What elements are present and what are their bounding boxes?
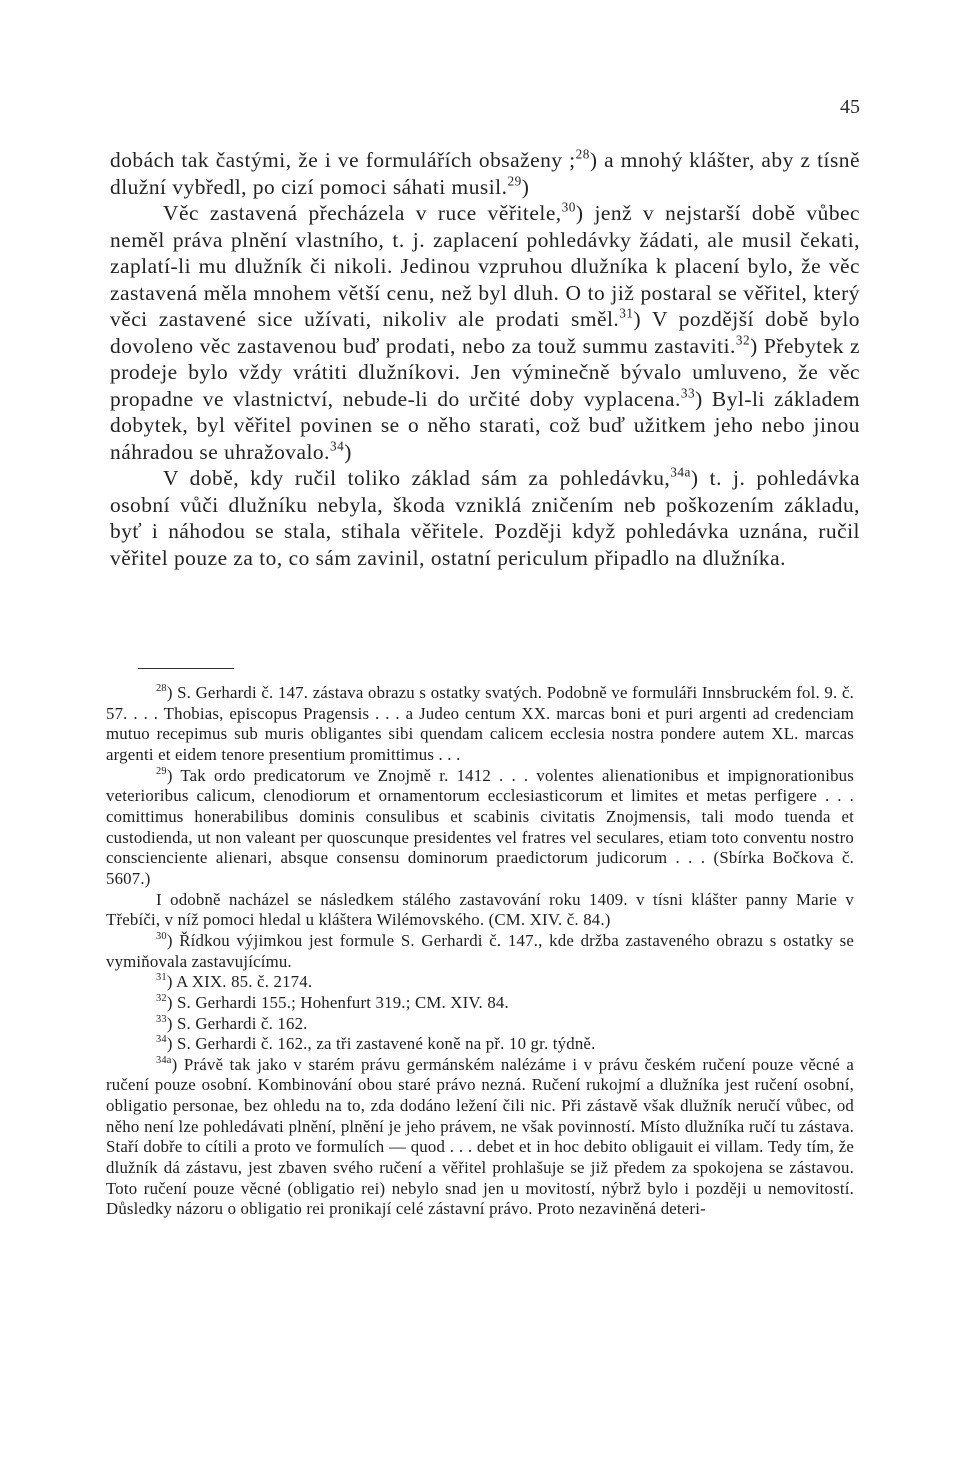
footnote — [106, 993, 854, 1014]
footnote-reference: 31 — [156, 972, 167, 984]
text-run: ) Přebytek z prodeje bylo vždy vrátiti dlužníkovi. Jen výminečně bývalo umluveno, že věc propadne ve vlastnictví, nebude-li do určité doby vyplacena. — [110, 333, 860, 411]
text-run: ) S. Gerhardi č. 162., za tři zastavené koně na př. 10 gr. týdně. — [166, 1034, 596, 1054]
footnote-reference: 34a — [156, 1055, 172, 1067]
footnote-reference: 34 — [156, 1034, 167, 1046]
text-run: ) V pozdější době bylo dovoleno věc zastavenou buď prodati, nebo za touž summu zastaviti. — [110, 307, 860, 358]
page-number: 45 — [840, 96, 860, 118]
footnote-reference: 29 — [507, 172, 522, 188]
text-run: ) S. Gerhardi 155.; Hohenfurt 319.; CM. XIV. 84. — [166, 992, 509, 1012]
footnotes — [106, 683, 854, 1220]
footnote-reference: 34a — [670, 464, 691, 480]
text-run: V době, kdy ručil toliko základ sám za pohledávku, — [163, 466, 671, 490]
paragraph — [110, 465, 860, 571]
footnote — [106, 931, 854, 972]
text-run: ) S. Gerhardi č. 162. — [166, 1013, 308, 1033]
footnote-reference: 34 — [329, 437, 345, 453]
text-run: Věc zastavená přecházela v ruce věřitele, — [163, 201, 562, 225]
footnote-reference: 28 — [575, 146, 590, 162]
text-run: ) jenž v nejstarší době vůbec neměl práva plnění vlastního, t. j. zaplacení pohledávky žádati, ale musil čekati, zaplatí-li mu dlužník či nikoli. Jedinou vzpruhou dlužníka k placení bylo, že věc zastavená měla mnohem větší cenu, než byl dluh. O to již postaral se věřitel, který věci zastavené sice užívati, nikoliv ale prodati směl. — [110, 201, 860, 331]
footnote-reference: 32 — [156, 993, 167, 1005]
footnote — [106, 1034, 854, 1055]
footnote — [106, 890, 854, 931]
text-run: I odobně nacházel se následkem stálého zastavování roku 1409. v tísni klášter panny Marie v Třebíči, v níž pomoci hledal u kláštera Wilémovského. (CM. XIV. č. 84.) — [106, 889, 854, 930]
footnote-reference: 30 — [561, 199, 576, 215]
text-run: ) Tak ordo predicatorum ve Znojmě r. 1412 . . . volentes alienationibus et impignorationibus veterioribus calicum, clenodiorum et ornamentorum ecclesiasticorum et limites et metas perfigere . . . comittimus honerabilibus dominis consulibus et scabinis civitatis Znojmensis, tali modo tuenda et custodienda, ut non valeant per quoscunque presidentes vel fratres vel seculares, etiam toto conventu nostro conscienciente alienari, absque consensu dominorum praedictorum judicorum . . . (Sbírka Bočkova č. 5607.) — [106, 765, 854, 888]
text-run: ) — [344, 439, 352, 464]
footnote-reference: 32 — [735, 331, 751, 347]
footnote — [106, 1014, 854, 1035]
paragraph — [110, 147, 860, 200]
text-run: ) A XIX. 85. č. 2174. — [166, 972, 313, 992]
text-run: ) t. j. pohledávka osobní vůči dlužníku nebyla, škoda vzniklá zničením neb poškozením základu, byť i náhodou se stala, stihala věřitele. Později když pohledávka uznána, ručil věřitel pouze za to, co sám zavinil, ostatní periculum připadlo na dlužníka. — [110, 466, 860, 570]
footnote-reference: 30 — [156, 931, 167, 943]
footnote-reference: 28 — [156, 683, 167, 695]
text-run: dobách tak častými, že i ve formulářích obsaženy ; — [110, 148, 576, 172]
footnote-reference: 31 — [619, 305, 634, 321]
footnote-separator — [138, 668, 234, 669]
text-run: ) — [521, 174, 530, 199]
text-run: ) Právě tak jako v starém právu germánském nalézáme i v právu českém ručení pouze věcné a ručení pouze osobní. Kombinování obou staré právo nezná. Ručení rukojmí a dlužníka jest ručení osobní, obligatio personae, bez ohledu na to, zda dodáno ležení čili nic. Při zástavě však dlužník neručí vůbec, od něho není lze pohledávati plnění, plnění je jeho právem, ne však povinností. Místo dlužníka ručí tu zástava. Staří dobře to cítili a proto ve formulích — quod . . . debet et in hoc debito obligauit ei villam. Tedy tím, že dlužník dá zástavu, jest zbaven svého ručení a věřitel prohlašuje se již předem za spokojena se zástavou. Toto ručení pouze věcné (obligatio rei) nebylo snad jen u movitostí, nýbrž bylo i později u nemovitostí. Důsledky názoru o obligatio rei pronikají celé zástavní právo. Proto nezaviněná deteri- — [106, 1054, 854, 1219]
paragraph — [110, 200, 860, 465]
text-run: ) S. Gerhardi č. 147. zástava obrazu s ostatky svatých. Podobně ve formuláři Innsbruckém fol. 9. č. 57. . . . Thobias, episcopus Pragensis . . . a Judeo centum XX. marcas boni et puri argenti ad credenciam mutuo recepimus sub muris obligantes sibi quendam calicem ecclesia nostra pondere autem XL. marcas argenti et eidem tenore presentium promittimus . . . — [106, 683, 854, 764]
footnote — [106, 1055, 854, 1220]
footnote — [106, 766, 854, 890]
footnote — [106, 683, 854, 766]
text-run: ) Řídkou výjimkou jest formule S. Gerhardi č. 147., kde držba zastaveného obrazu s ostatky se vymiňovala zastavujícímu. — [106, 930, 854, 971]
footnote-reference: 29 — [156, 765, 167, 777]
footnote-reference: 33 — [156, 1013, 167, 1025]
text-run: ) a mnohý klášter, aby z tísně dlužní vybředl, po cizí pomoci sáhati musil. — [110, 148, 860, 199]
footnote-reference: 33 — [680, 384, 696, 400]
footnote — [106, 972, 854, 993]
main-text — [110, 147, 860, 571]
text-run: ) Byl-li základem dobytek, byl věřitel povinen se o něho starati, což buď užitkem jeho nebo jinou náhradou se uhražovalo. — [110, 386, 860, 464]
